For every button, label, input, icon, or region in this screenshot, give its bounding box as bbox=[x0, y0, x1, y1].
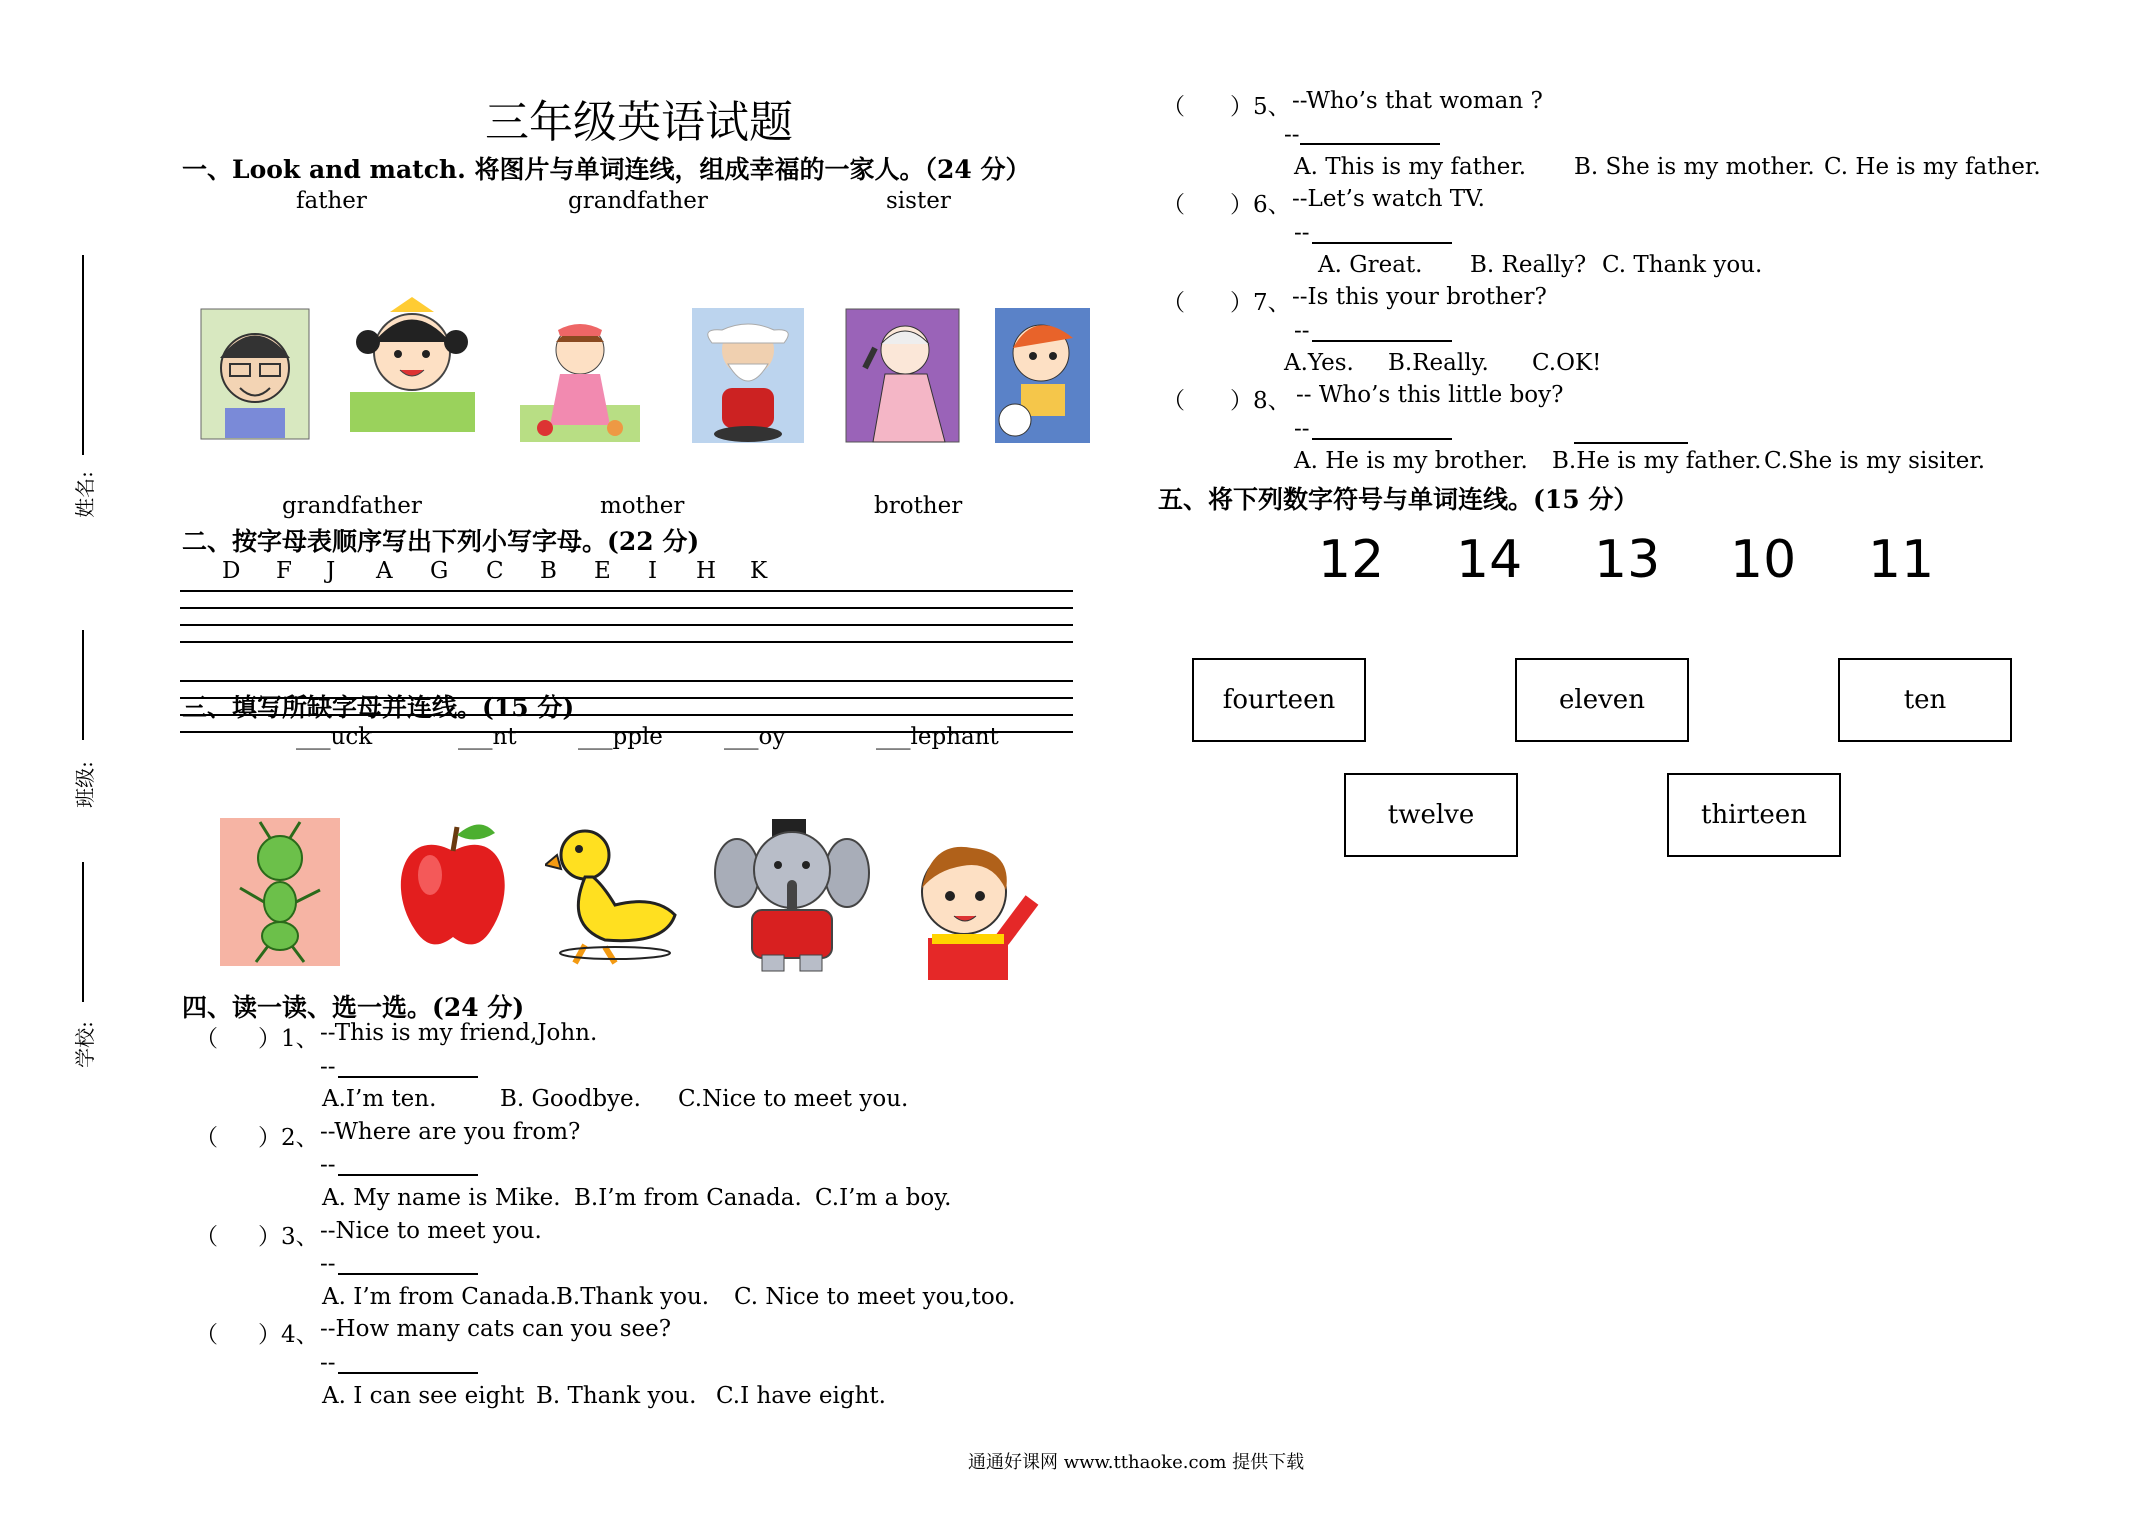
q6-option-c: C. Thank you. bbox=[1602, 252, 1763, 278]
q2-option-b: B.I’m from Canada. bbox=[574, 1185, 802, 1211]
sec5-heading: 五、将下列数字符号与单词连线。(15 分） bbox=[1158, 485, 1639, 514]
letter-A: A bbox=[376, 558, 393, 584]
q8-extra-line bbox=[1574, 442, 1688, 444]
q8-option-b: B.He is my father. bbox=[1552, 448, 1762, 474]
answer-paren: （ bbox=[1162, 388, 1185, 414]
word-box-eleven[interactable]: eleven bbox=[1515, 658, 1689, 742]
q7-option-c: C.OK! bbox=[1532, 350, 1602, 376]
sister-picture bbox=[350, 292, 475, 432]
q8-number: ）8、 bbox=[1230, 388, 1291, 414]
q1-option-a: A.I’m ten. bbox=[322, 1086, 437, 1112]
letter-K: K bbox=[750, 558, 768, 584]
grandfather-picture bbox=[692, 308, 804, 443]
q7-text: --Is this your brother? bbox=[1292, 284, 1547, 310]
q2-number: ）2、 bbox=[258, 1125, 319, 1151]
letter-H: H bbox=[696, 558, 717, 584]
ant-picture bbox=[220, 818, 340, 966]
grandmother-picture bbox=[845, 308, 960, 443]
q3-dash: -- bbox=[320, 1251, 336, 1277]
elephant-picture bbox=[712, 815, 872, 975]
school-line bbox=[82, 862, 84, 1002]
father-picture bbox=[200, 308, 310, 440]
q7-number: ）7、 bbox=[1230, 290, 1291, 316]
word-father: father bbox=[296, 188, 367, 214]
q4-option-b: B. Thank you. bbox=[536, 1383, 697, 1409]
q8-text: -- Who’s this little boy? bbox=[1296, 382, 1564, 408]
class-label: 班级: bbox=[72, 761, 97, 808]
q8-option-c: C.She is my sisiter. bbox=[1764, 448, 1986, 474]
letter-B: B bbox=[540, 558, 557, 584]
q7-answer-line bbox=[1312, 340, 1452, 342]
q5-dash: -- bbox=[1284, 122, 1300, 148]
q7-option-b: B.Really. bbox=[1388, 350, 1489, 376]
word-sister: sister bbox=[886, 188, 951, 214]
q5-option-a: A. This is my father. bbox=[1294, 154, 1527, 180]
boy-picture bbox=[902, 830, 1042, 980]
class-line bbox=[82, 630, 84, 740]
letter-G: G bbox=[430, 558, 449, 584]
footer: 通通好课网 www.tthaoke.com 提供下载 bbox=[968, 1452, 1305, 1473]
q1-text: --This is my friend,John. bbox=[320, 1020, 598, 1046]
q2-text: --Where are you from? bbox=[320, 1119, 581, 1145]
writing-line bbox=[180, 590, 1073, 592]
answer-paren: （ bbox=[195, 1322, 218, 1348]
q4-option-a: A. I can see eight bbox=[322, 1383, 525, 1409]
number-10: 10 bbox=[1730, 530, 1797, 590]
answer-paren: （ bbox=[1162, 192, 1185, 218]
q2-option-c: C.I’m a boy. bbox=[815, 1185, 952, 1211]
q6-number: ）6、 bbox=[1230, 192, 1291, 218]
number-11: 11 bbox=[1868, 530, 1935, 590]
page-title: 三年级英语试题 bbox=[485, 97, 793, 148]
answer-paren: （ bbox=[1162, 290, 1185, 316]
sec3-heading: 三、填写所缺字母并连线。(15 分) bbox=[182, 693, 575, 722]
writing-line bbox=[180, 607, 1073, 609]
sec4-heading: 四、读一读、选一选。(24 分) bbox=[182, 993, 525, 1022]
name-line bbox=[82, 255, 84, 455]
q4-text: --How many cats can you see? bbox=[320, 1316, 672, 1342]
letter-I: I bbox=[648, 558, 658, 584]
q6-dash: -- bbox=[1294, 220, 1310, 246]
school-label: 学校: bbox=[72, 1021, 97, 1068]
answer-paren: （ bbox=[1162, 94, 1185, 120]
apple-picture bbox=[385, 815, 520, 955]
word-grandfather-bottom: grandfather bbox=[282, 493, 422, 519]
q3-number: ）3、 bbox=[258, 1224, 319, 1250]
missing-letter-ant: ___nt bbox=[458, 724, 517, 750]
letter-D: D bbox=[222, 558, 241, 584]
q5-text: --Who’s that woman ? bbox=[1292, 88, 1543, 114]
q3-text: --Nice to meet you. bbox=[320, 1218, 542, 1244]
letter-J: J bbox=[326, 558, 336, 584]
missing-letter-boy: ___oy bbox=[724, 724, 786, 750]
q2-dash: -- bbox=[320, 1152, 336, 1178]
q5-answer-line bbox=[1300, 143, 1440, 145]
missing-letter-apple: ___pple bbox=[578, 724, 663, 750]
q3-answer-line bbox=[338, 1273, 478, 1275]
q6-option-b: B. Really? bbox=[1470, 252, 1587, 278]
q4-option-c: C.I have eight. bbox=[716, 1383, 886, 1409]
word-box-twelve[interactable]: twelve bbox=[1344, 773, 1518, 857]
q6-answer-line bbox=[1312, 242, 1452, 244]
q8-dash: -- bbox=[1294, 416, 1310, 442]
q4-number: ）4、 bbox=[258, 1322, 319, 1348]
answer-paren: （ bbox=[195, 1125, 218, 1151]
q2-answer-line bbox=[338, 1174, 478, 1176]
missing-letter-elephant: ___lephant bbox=[876, 724, 999, 750]
answer-paren: （ bbox=[195, 1026, 218, 1052]
word-box-ten[interactable]: ten bbox=[1838, 658, 2012, 742]
letter-E: E bbox=[594, 558, 611, 584]
q4-answer-line bbox=[338, 1372, 478, 1374]
q2-option-a: A. My name is Mike. bbox=[322, 1185, 561, 1211]
q5-number: ）5、 bbox=[1230, 94, 1291, 120]
number-14: 14 bbox=[1456, 530, 1523, 590]
q1-answer-line bbox=[338, 1076, 478, 1078]
brother-picture bbox=[995, 308, 1090, 443]
letter-C: C bbox=[486, 558, 504, 584]
sec2-heading: 二、按字母表顺序写出下列小写字母。(22 分) bbox=[182, 527, 700, 556]
q1-option-c: C.Nice to meet you. bbox=[678, 1086, 909, 1112]
number-12: 12 bbox=[1318, 530, 1385, 590]
word-box-fourteen[interactable]: fourteen bbox=[1192, 658, 1366, 742]
q3-option-c: C. Nice to meet you,too. bbox=[734, 1284, 1016, 1310]
q1-number: ）1、 bbox=[258, 1026, 319, 1052]
q8-option-a: A. He is my brother. bbox=[1294, 448, 1528, 474]
q4-dash: -- bbox=[320, 1350, 336, 1376]
word-brother: brother bbox=[874, 493, 963, 519]
writing-line bbox=[180, 641, 1073, 643]
q7-option-a: A.Yes. bbox=[1284, 350, 1354, 376]
duck-picture bbox=[545, 815, 685, 965]
writing-line bbox=[180, 624, 1073, 626]
q8-answer-line bbox=[1312, 438, 1452, 440]
q7-dash: -- bbox=[1294, 318, 1310, 344]
word-grandfather-top: grandfather bbox=[568, 188, 708, 214]
answer-paren: （ bbox=[195, 1224, 218, 1250]
q3-option-b: B.Thank you. bbox=[556, 1284, 710, 1310]
name-label: 姓名: bbox=[72, 471, 97, 518]
word-mother: mother bbox=[600, 493, 685, 519]
writing-line bbox=[180, 680, 1073, 682]
q1-dash: -- bbox=[320, 1054, 336, 1080]
word-box-thirteen[interactable]: thirteen bbox=[1667, 773, 1841, 857]
sec1-heading: 一、Look and match. 将图片与单词连线，组成幸福的一家人。（24 分） bbox=[182, 155, 1031, 184]
missing-letter-duck: ___uck bbox=[296, 724, 373, 750]
q5-option-b: B. She is my mother. bbox=[1574, 154, 1815, 180]
number-13: 13 bbox=[1594, 530, 1661, 590]
letter-F: F bbox=[276, 558, 292, 584]
q6-option-a: A. Great. bbox=[1318, 252, 1423, 278]
q5-option-c: C. He is my father. bbox=[1824, 154, 2041, 180]
mother-picture bbox=[520, 310, 640, 442]
q3-option-a: A. I’m from Canada. bbox=[322, 1284, 557, 1310]
q6-text: --Let’s watch TV. bbox=[1292, 186, 1485, 212]
q1-option-b: B. Goodbye. bbox=[500, 1086, 641, 1112]
